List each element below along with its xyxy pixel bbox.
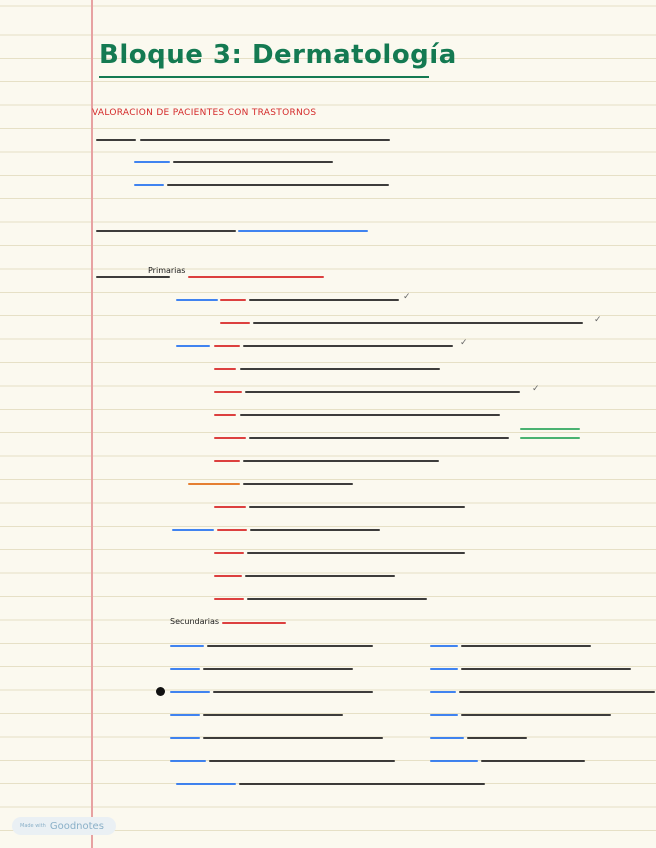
unreadable-handwriting [170, 691, 210, 693]
unreadable-handwriting [520, 437, 580, 439]
unreadable-handwriting [209, 760, 395, 762]
unreadable-handwriting [250, 529, 380, 531]
watermark-brand: Goodnotes [49, 820, 104, 832]
unreadable-handwriting [461, 714, 611, 716]
unreadable-handwriting [249, 506, 465, 508]
unreadable-handwriting [176, 299, 218, 301]
unreadable-handwriting [245, 391, 520, 393]
unreadable-handwriting [214, 437, 246, 439]
secundarias-label: Secundarias [170, 617, 220, 626]
check-mark-icon: ✓ [594, 315, 602, 325]
unreadable-handwriting [430, 668, 458, 670]
goodnotes-watermark [12, 817, 116, 835]
title-underline [99, 76, 429, 78]
unreadable-handwriting [134, 161, 170, 163]
unreadable-handwriting [214, 460, 240, 462]
unreadable-handwriting [170, 737, 200, 739]
section-heading: VALORACION DE PACIENTES CON TRASTORNOS [92, 108, 317, 118]
unreadable-handwriting [220, 322, 250, 324]
unreadable-handwriting [214, 598, 244, 600]
unreadable-handwriting [96, 139, 136, 141]
unreadable-handwriting [214, 368, 236, 370]
unreadable-handwriting [217, 529, 247, 531]
unreadable-handwriting [459, 691, 655, 693]
unreadable-handwriting [430, 737, 464, 739]
unreadable-handwriting [207, 645, 373, 647]
unreadable-handwriting [188, 276, 324, 278]
unreadable-handwriting [170, 760, 206, 762]
unreadable-handwriting [239, 783, 485, 785]
unreadable-handwriting [481, 760, 585, 762]
unreadable-handwriting [461, 645, 591, 647]
unreadable-handwriting [240, 368, 440, 370]
unreadable-handwriting [430, 714, 458, 716]
unreadable-handwriting [245, 575, 395, 577]
unreadable-handwriting [134, 184, 164, 186]
unreadable-handwriting [243, 460, 439, 462]
unreadable-handwriting [520, 428, 580, 430]
unreadable-handwriting [243, 345, 453, 347]
page-title: Bloque 3: Dermatología [99, 40, 457, 70]
primarias-label: Primarias [148, 266, 186, 275]
unreadable-handwriting [203, 714, 343, 716]
unreadable-handwriting [461, 668, 631, 670]
unreadable-handwriting [140, 139, 390, 141]
unreadable-handwriting [203, 668, 353, 670]
watermark-made-with: Made with [20, 823, 46, 829]
notebook-margin-line [91, 0, 93, 848]
unreadable-handwriting [253, 322, 583, 324]
unreadable-handwriting [240, 414, 500, 416]
unreadable-handwriting [203, 737, 383, 739]
unreadable-handwriting [96, 276, 170, 278]
unreadable-handwriting [467, 737, 527, 739]
unreadable-handwriting [243, 483, 353, 485]
unreadable-handwriting [170, 668, 200, 670]
unreadable-handwriting [170, 714, 200, 716]
unreadable-handwriting [213, 691, 373, 693]
unreadable-handwriting [214, 391, 242, 393]
unreadable-handwriting [96, 230, 236, 232]
unreadable-handwriting [214, 552, 244, 554]
unreadable-handwriting [222, 622, 286, 624]
unreadable-handwriting [247, 598, 427, 600]
check-mark-icon: ✓ [460, 338, 468, 348]
unreadable-handwriting [214, 345, 240, 347]
unreadable-handwriting [188, 483, 240, 485]
unreadable-handwriting [214, 414, 236, 416]
unreadable-handwriting [238, 230, 368, 232]
unreadable-handwriting [249, 299, 399, 301]
unreadable-handwriting [430, 645, 458, 647]
unreadable-handwriting [430, 760, 478, 762]
unreadable-handwriting [214, 575, 242, 577]
bullet-dot [156, 687, 165, 696]
check-mark-icon: ✓ [403, 292, 411, 302]
unreadable-handwriting [176, 345, 210, 347]
unreadable-handwriting [430, 691, 456, 693]
unreadable-handwriting [214, 506, 246, 508]
unreadable-handwriting [249, 437, 509, 439]
check-mark-icon: ✓ [532, 384, 540, 394]
unreadable-handwriting [170, 645, 204, 647]
unreadable-handwriting [172, 529, 214, 531]
unreadable-handwriting [247, 552, 465, 554]
unreadable-handwriting [167, 184, 389, 186]
unreadable-handwriting [173, 161, 333, 163]
unreadable-handwriting [220, 299, 246, 301]
unreadable-handwriting [176, 783, 236, 785]
